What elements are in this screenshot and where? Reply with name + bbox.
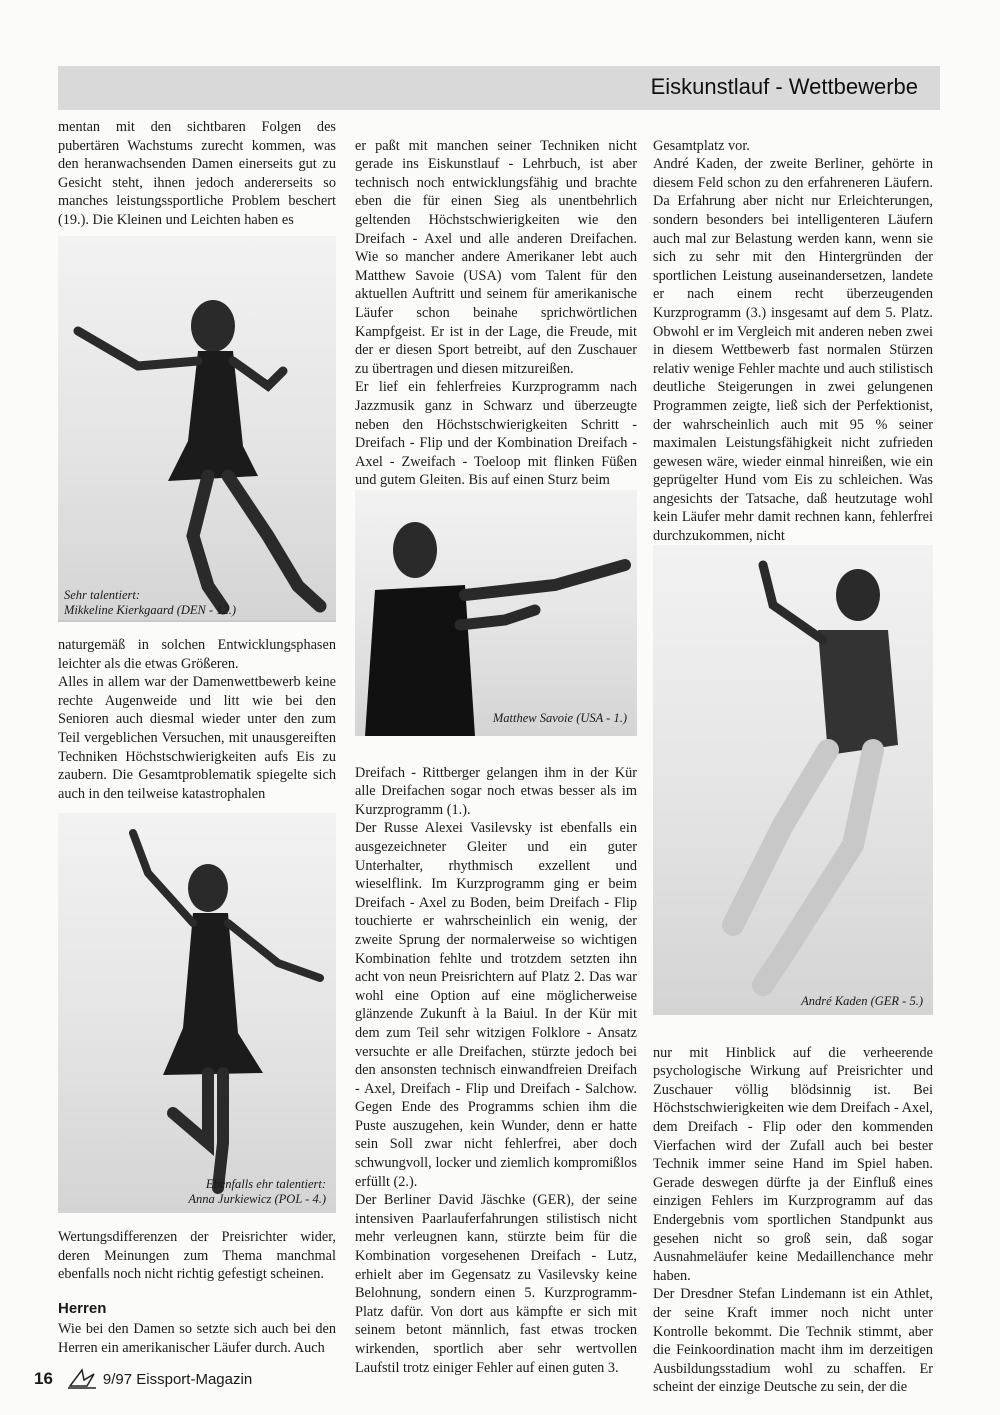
column-1-bottom [58, 1228, 336, 1284]
col2-bottom-text: Dreifach - Rittberger gelangen ihm in der Kür alle Dreifachen sogar noch etwas besser als im Kurzprogramm (1.). Der Russe Alexei Vasilevsky ist ebenfalls ein ausgezeichneter Gleiter und ein guter Unterhalter, rhythmisch exzellent und wieselflink. Im Kurzprogramm ging er beim Dreifach - Axel zu Boden, beim Dreifach - Flip touchierte er wahrscheinlich ein wenig, der zweite Sprung der normalerweise so wichtigen Kombination fehlte und trotzdem setzten ihn acht von neun Preisrichtern auf Platz 2. Das war wohl eine Option auf eine möglicherweise glänzende Zukunft à la Baiul. In der Kür mit dem zum Teil sehr witzigen Folklore - Ansatz versuchte er alle Dreifachen, stürzte jedoch bei den ansonsten technisch einwandfreien Dreifach - Axel, Dreifach - Flip und Dreifach - Salchow. Gegen Ende des Programms schien ihm die Puste auszugehen, kein Wunder, denn er hatte sein Soll zwar nicht fehlerfrei, aber doch schwungvoll, locker und ziemlich kompromißlos erfüllt (2.). Der Berliner David Jäschke (GER), der seine intensiven Paarlauferfahrungen stilistisch nicht mehr verleugnen kann, stürzte beim für die Kombination vorgesehenen Dreifach - Lutz, erhielt aber im Gegensatz zu Vasilevsky keine Belohnung, sondern einen 5. Kurzprogramm-Platz dafür. Von dort aus kämpfte er sich mit seinem betont männlich, fast etwas trocken wirkenden, sportlich aber sehr wertvollen Laufstil trotz einiger Fehler auf einen guten 3. [355, 764, 637, 1376]
column-3-top [653, 118, 933, 564]
column-2-top [355, 118, 637, 508]
caption-jurkiewicz: Ebenfalls ehr talentiert: Anna Jurkiewicz (POL - 4.) [188, 1177, 326, 1206]
column-1-mid [58, 636, 336, 803]
col1-section-text: Wie bei den Damen so setzte sich auch bei den Herren ein amerikanischer Läufer durch. Auch [58, 1321, 336, 1356]
section-heading-herren: Herren [58, 1300, 107, 1317]
footer [34, 1368, 252, 1390]
page-title: Eiskunstlauf - Wettbewerbe [650, 74, 918, 99]
photo-kierkgaard [58, 236, 336, 622]
column-3-bottom [653, 1025, 933, 1415]
header-bar [58, 66, 940, 110]
column-1-section [58, 1320, 336, 1357]
skater-figure-image [58, 236, 336, 622]
skater-figure-image [58, 813, 336, 1213]
col2-top-text: er paßt mit manchen seiner Techniken nicht gerade ins Eiskunstlauf - Lehrbuch, ist aber technisch noch entwicklungsfähig und brachte eben die für einen Sieg als unentbehrlich geltenden Höchstschwierigkeiten wie den Dreifach - Axel und alle anderen Dreifachen. Wie so mancher andere Amerikaner lebt auch Matthew Savoie (USA) vom Talent für den aktuellen Auftritt und seinem für amerikanische Läufer schon beinahe sprichwörtlichen Kampfgeist. Er ist in der Lage, die Freude, mit der er diesen Sport betreibt, auf den Zuschauer zu übertragen und diesen mitzureißen. Er lief ein fehlerfreies Kurzprogramm nach Jazzmusik ganz in Schwarz und überzeugte neben den Höchstschwierigkeiten Schritt - Dreifach - Flip und der Kombination Dreifach - Axel - Zweifach - Toeloop mit flinken Füßen und gutem Gleiten. Bis auf einen Sturz beim [355, 137, 637, 489]
photo-kaden [653, 545, 933, 1015]
column-2-bottom [355, 745, 637, 1396]
magazine-logo-icon [67, 1368, 97, 1390]
photo-savoie [355, 490, 637, 736]
caption-kaden: André Kaden (GER - 5.) [801, 994, 923, 1008]
caption-kierkgaard: Sehr talentiert: Mikkeline Kierkgaard (DEN - 12.) [64, 588, 237, 617]
skater-figure-image [355, 490, 637, 736]
caption-savoie: Matthew Savoie (USA - 1.) [492, 711, 627, 725]
col1-top-text: mentan mit den sichtbaren Folgen des pubertären Wachstums zurecht kommen, was den heranwachsenden Damen einerseits gut zu Gesicht steht, ihnen jedoch andererseits so manches leistungssportliche Problem beschert (19.). Die Kleinen und Leichten haben es [58, 119, 336, 228]
photo-jurkiewicz [58, 813, 336, 1213]
skater-figure-image [653, 545, 933, 1015]
col1-mid-text: naturgemäß in solchen Entwicklungsphasen leichter als die etwas Größeren. Alles in allem war der Damenwettbewerb keine rechte Augenweide und litt wie bei den Senioren auch diesmal wieder unter den zum Teil vergeblichen Versuchen, mit unausgereiften Techniken Höchstschwierigkeiten aufs Eis zu zaubern. Die Gesamtproblematik spiegelte sich auch in den teilweise katastrophalen [58, 637, 336, 802]
issue-label: 9/97 Eissport-Magazin [102, 1370, 253, 1388]
col1-bottom-text: Wertungsdifferenzen der Preisrichter wider, deren Meinungen zum Thema manchmal ebenfalls noch nicht richtig gefestigt scheinen. [58, 1229, 336, 1283]
col3-bottom-text: nur mit Hinblick auf die verheerende psychologische Wirkung auf Preisrichter und Zuschauer völlig blödsinnig ist. Bei Höchstschwierigkeiten wie dem Dreifach - Axel, dem Dreifach - Flip oder den kommenden Vierfachen wird der Zufall auch bei bester Technik immer seine Hand im Spiel haben. Gerade deswegen dürfte ja der Einfluß eines einzigen Fehlers im Kurzprogramm auf das Endergebnis vom sportlichen Standpunkt aus gesehen nicht so groß sein, daß sogar Ausnahmeläufer keine Medaillenchance mehr haben. Der Dresdner Stefan Lindemann ist ein Athlet, der seine Kraft immer noch nicht unter Kontrolle bekommt. Die Technik stimmt, aber die Feinkoordination macht ihm im derzeitigen Ausbildungsstadium wohl zu schaffen. Er scheint der einzige Deutsche zu sein, der die [653, 1044, 933, 1396]
column-1-top [58, 118, 336, 230]
page-number: 16 [34, 1369, 53, 1388]
col3-top-text: Gesamtplatz vor. André Kaden, der zweite Berliner, gehörte in diesem Feld schon zu den erfahreneren Läufern. Da Erfahrung aber nicht nur Erleichterungen, sondern besonders bei intelligenteren Läufern auch mal zur Belastung werden kann, wenn sie sich zu sehr mit den Hintergründen der sportlichen Leistung auseinandersetzen, landete er nach einem recht überzeugenden Kurzprogramm (3.) insgesamt auf dem 5. Platz. Obwohl er im Vergleich mit anderen neben zwei in diesem Wettbewerb fast normalen Stürzen relativ wenige Fehler machte und auch stilistisch deutliche Steigerungen in zwei gelungenen Programmen zeigte, ließ sich der Perfektionist, der wahrscheinlich auch mit 95 % seiner maximalen Leistungsfähigkeit nicht zufrieden gewesen wäre, wieder einmal hinreißen, wie ein geprügelter Hund vom Eis zu schleichen. Was angesichts der Tatsache, daß heutzutage wohl kein Läufer mehr damit rechnen kann, fehlerfrei durchzukommen, nicht [653, 137, 933, 545]
